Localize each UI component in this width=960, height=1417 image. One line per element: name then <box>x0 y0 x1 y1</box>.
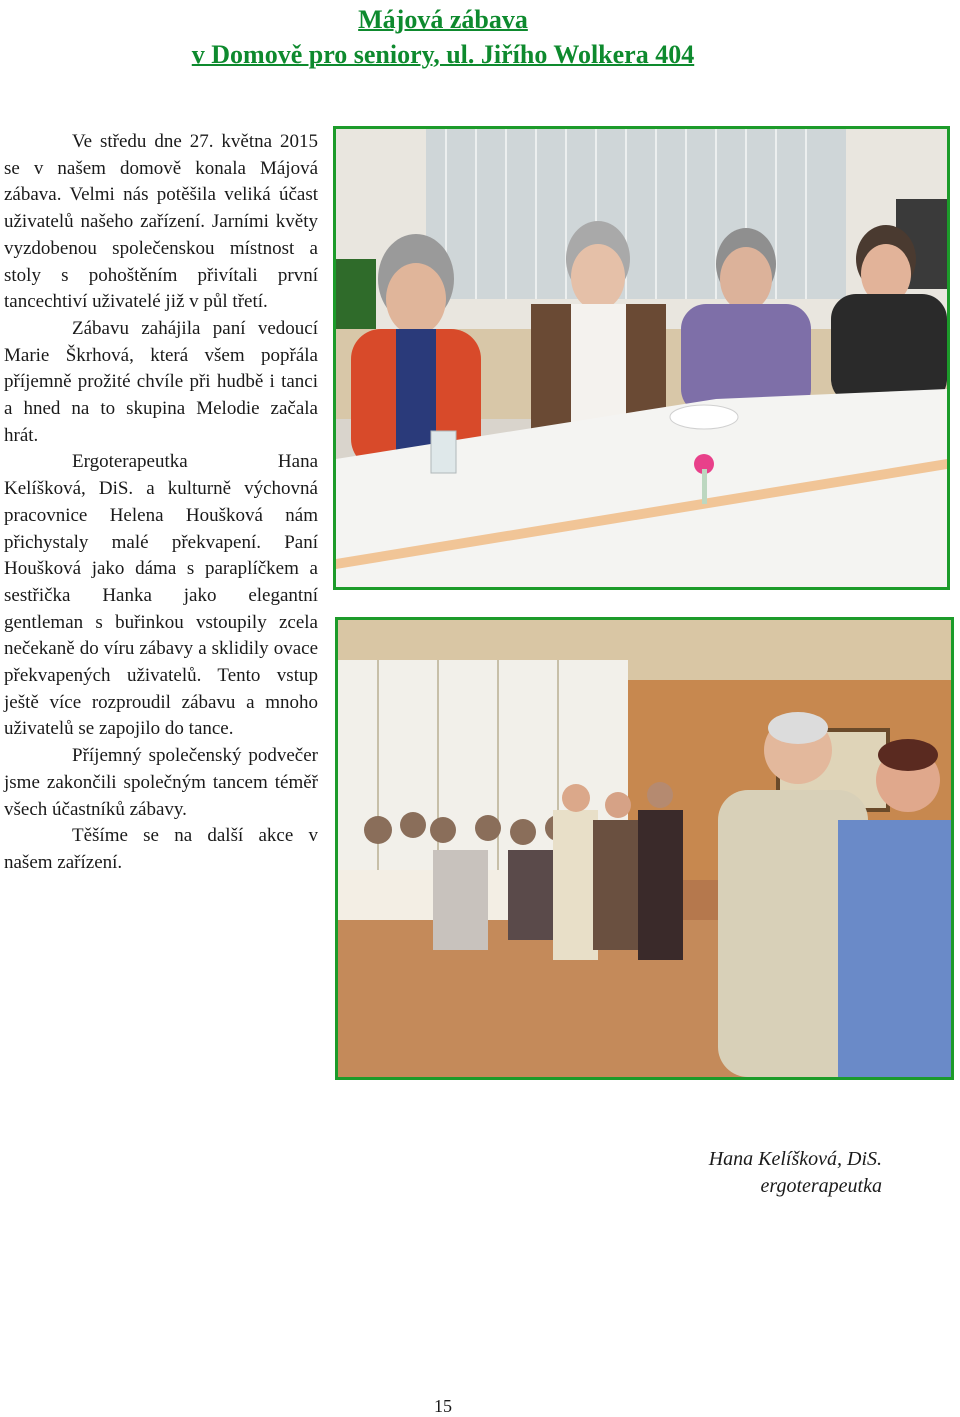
signature-name: Hana Kelíšková, DiS. <box>708 1148 882 1170</box>
author-signature <box>709 1146 882 1200</box>
paragraph: Ve středu dne 27. května 2015 se v našem domově konala Májová zábava. Velmi nás potěšila veliká účast uživatelů našeho zařízení. Jarními květy vyzdobenou společenskou místnost a stoly s pohoštěním přivítali první tancechtiví uživatelé již v půl třetí. <box>4 131 318 313</box>
title-line-2: v Domově pro seniory, ul. Jiřího Wolkera 404 <box>191 40 695 69</box>
photo-dancing-seniors <box>335 617 954 1080</box>
paragraph: Příjemný společenský podvečer jsme zakončili společným tancem téměř všech účastníků zábavy. <box>4 745 318 820</box>
paragraph: Ergoterapeutka Hana Kelíšková, DiS. a kulturně výchovná pracovnice Helena Houšková nám přichystaly malé překvapení. Paní Houšková jako dáma s paraplíčkem a sestřička Hanka jako elegantní gentleman s buřinkou vstoupily zcela nečekaně do víru zábavy a sklidily ovace překvapených uživatelů. Tento vstup ještě více rozproudil zábavu a mnoho uživatelů se zapojilo do tance. <box>4 451 318 740</box>
page-number: 15 <box>434 1396 452 1416</box>
paragraph: Těšíme se na další akce v našem zařízení. <box>4 825 318 873</box>
paragraph: Zábavu zahájila paní vedoucí Marie Škrhová, která všem popřála příjemně prožité chvíle při hudbě i tanci a hned na to skupina Melodie začala hrát. <box>4 317 318 446</box>
signature-role: ergoterapeutka <box>760 1175 882 1197</box>
title-line-1: Májová zábava <box>358 5 528 34</box>
page-title <box>0 0 886 72</box>
photo-seniors-at-table <box>333 126 950 590</box>
article-text <box>4 129 318 877</box>
